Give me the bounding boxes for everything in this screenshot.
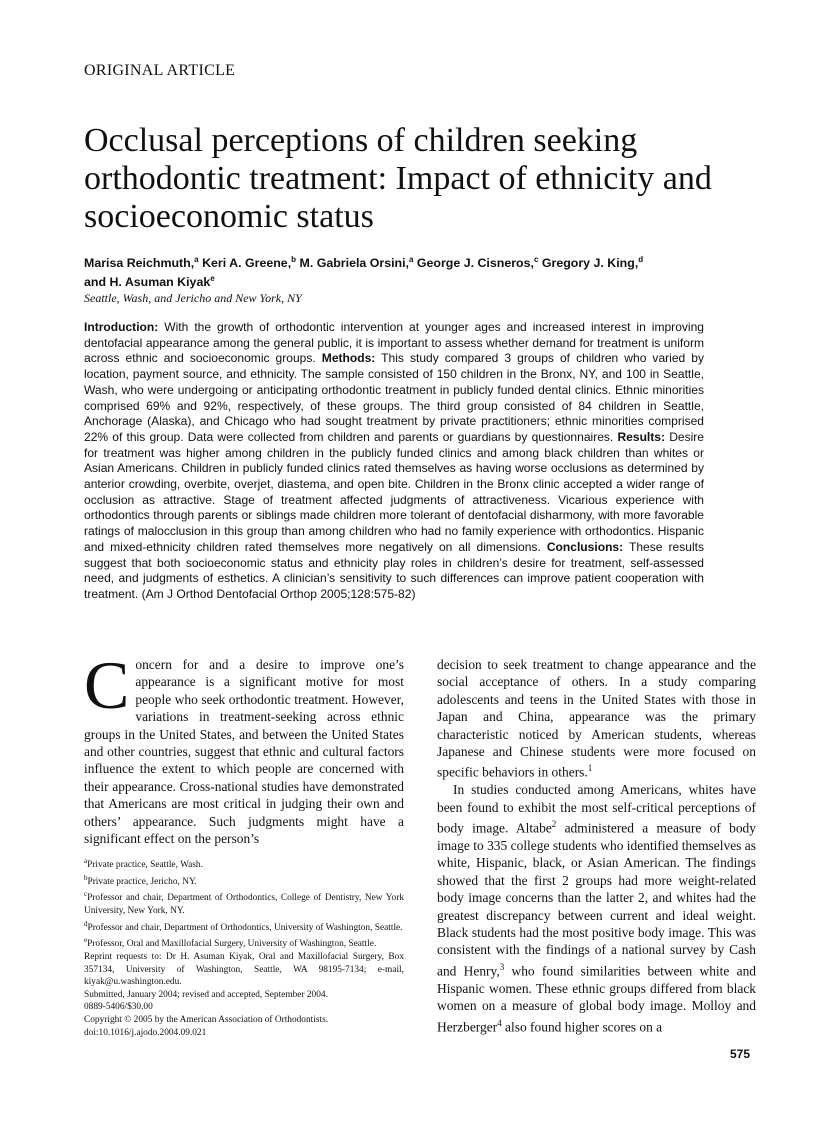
author-list xyxy=(84,254,724,292)
abstract-intro-text: With the growth of orthodontic intervention at younger ages and increased interest in improving dentofacial appearance among the general public, it is important to assess whether demand for treatment is uniform across ethnic and socioeconomic groups. xyxy=(84,320,704,366)
page-number: 575 xyxy=(730,1047,751,1061)
body-paragraph-text: oncern for and a desire to improve one’s appearance is a significant motive for most people who seek orthodontic treatment. However, variations in treatment-seeking across ethnic groups in the United States, and between the United States and other countries, suggest that ethnic and cultural factors influence the extent to which people are concerned with their appearance. Cross-national studies have demonstrated that Americans are most critical in judging their own and others’ appearance. Such judgments might have a significant effect on the person’s xyxy=(84,657,404,847)
footnote xyxy=(84,918,404,935)
body-paragraph xyxy=(437,781,756,1035)
footnote-mark: b xyxy=(84,873,88,882)
abstract-conclusions-text: These results suggest that both socioeconomic status and ethnicity play roles in children’s desire for treatment, self-assessed need, and judgments of esthetics. A clinician’s sensitivity to such differences can improve patient cooperation with treatment. (Am J Orthod Dentofacial Orthop 2005;128:575-82) xyxy=(84,539,704,601)
reprint-requests: Reprint requests to: Dr H. Asuman Kiyak, Oral and Maxillofacial Surgery, Box 357134, University of Washington, Seattle, WA 98195-7134; e-mail, kiyak@u.washington.edu. xyxy=(84,952,404,988)
drop-cap: C xyxy=(84,647,130,723)
body-paragraph-text: In studies conducted among Americans, whites have been found to exhibit the most self-critical perceptions of body image. Altabe xyxy=(437,782,756,836)
abstract-results-text: Desire for treatment was higher among children in the publicly funded clinics and among black children than whites or Asian Americans. Children in publicly funded clinics rated themselves as having worse occlusions as determined by anterior crowding, overbite, overjet, diastema, and open bite. Children in the Bronx clinic accepted a wider range of occlusion as attractive. Stage of treatment affected judgments of attractiveness. Vicarious experience with orthodontics through parents or siblings made children more tolerant of dentofacial disharmony, with more favorable ratings of malocclusion in this group than among children who had no family experience with orthodontics. Hispanic and mixed-ethnicity children rated themselves more negatively on all dimensions. xyxy=(84,429,704,554)
abstract xyxy=(84,320,704,603)
citation-ref: 1 xyxy=(587,763,593,774)
footnote xyxy=(84,888,404,917)
footnote-mark: c xyxy=(84,890,88,899)
footnote-text: Private practice, Jericho, NY. xyxy=(87,876,197,887)
footnote-text: Private practice, Seattle, Wash. xyxy=(87,860,203,871)
body-paragraph-text: administered a measure of body image to 335 college students who identified themselves as white, Hispanic, black, or Asian American. The findings showed that the first 2 groups had more weight-related body image concerns than the latter 2, and whites had the greatest discrepancy between current and ideal weight. Black students had the most positive body image. This was consistent with the findings of a national survey by Cash and Henry, xyxy=(437,820,756,979)
author-name: Marisa Reichmuth, xyxy=(84,256,195,270)
doi: doi:10.1016/j.ajodo.2004.09.021 xyxy=(84,1027,207,1038)
body-paragraph-text: who found similarities between white and Hispanic women. These ethnic groups differed from black women on a measure of global body image. Molloy and Herzberger xyxy=(437,963,757,1035)
footnote xyxy=(84,855,404,872)
body-paragraph xyxy=(437,656,756,781)
copyright: Copyright © 2005 by the American Association of Orthodontists. xyxy=(84,1015,329,1026)
footnote-mark: e xyxy=(84,936,88,945)
body-paragraph-text: also found higher scores on a xyxy=(501,1019,663,1035)
footnote-text: Professor and chair, Department of Orthodontics, College of Dentistry, New York University, New York, NY. xyxy=(84,893,404,917)
citation-ref: 3 xyxy=(499,961,505,972)
body-column-right xyxy=(437,656,756,1035)
author-location: Seattle, Wash, and Jericho and New York, NY xyxy=(84,291,302,305)
abstract-methods-text: This study compared 3 groups of children who varied by location, payment source, and ethnicity. The sample consisted of 150 children in the Bronx, NY, and 100 in Seattle, Wash, who were undergoing or anticipating orthodontic treatment in publicly funded dental clinics. Ethnic minorities comprised 69% and 92%, respectively, of these groups. The third group consisted of 84 children in Seattle, Anchorage (Alaska), and Chicago who had sought treatment by private practitioners; ethnic minorities comprised 22% of this group. Data were collected from children and parents or guardians by questionnaires. xyxy=(84,351,704,444)
citation-ref: 2 xyxy=(551,819,557,830)
abstract-conclusions-label: Conclusions: xyxy=(546,539,624,554)
author-affiliation-mark: b xyxy=(291,254,297,264)
author-affiliation-mark: a xyxy=(194,254,199,264)
footnotes xyxy=(84,855,404,1039)
abstract-methods-label: Methods: xyxy=(321,351,376,366)
author-affiliation-mark: c xyxy=(533,254,539,264)
author-affiliation-mark: d xyxy=(638,254,644,264)
issn: 0889-5406/$30.00 xyxy=(84,1002,153,1013)
submission-dates: Submitted, January 2004; revised and accepted, September 2004. xyxy=(84,989,328,1000)
author-affiliation-mark: a xyxy=(408,254,414,264)
abstract-intro-label: Introduction: xyxy=(84,320,159,334)
body-column-left xyxy=(84,647,404,847)
author-name: George J. Cisneros, xyxy=(416,256,534,270)
footnote xyxy=(84,934,404,951)
body-paragraph-text: decision to seek treatment to change appearance and the social acceptance of others. In a study comparing adolescents and teens in the United States with those in Japan and China, appearance was the primary characteristic noticed by American students, whereas Japanese and Chinese students were more focused on specific behaviors in others. xyxy=(437,657,756,780)
author-name: and H. Asuman Kiyak xyxy=(84,275,211,289)
author-name: Keri A. Greene, xyxy=(202,256,292,270)
footnote-mark: d xyxy=(84,919,88,928)
author-name: M. Gabriela Orsini, xyxy=(299,256,409,270)
article-title: Occlusal perceptions of children seeking orthodontic treatment: Impact of ethnicity and socioeconomic status xyxy=(84,122,712,235)
section-label: ORIGINAL ARTICLE xyxy=(84,62,236,79)
footnote-text: Professor, Oral and Maxillofacial Surgery, University of Washington, Seattle. xyxy=(87,939,377,950)
author-affiliation-mark: e xyxy=(210,273,215,283)
footnote-text: Professor and chair, Department of Orthodontics, University of Washington, Seattle. xyxy=(87,922,403,933)
body-paragraph xyxy=(84,647,404,847)
footnote-mark: a xyxy=(84,857,88,865)
footnote xyxy=(84,872,404,889)
citation-ref: 4 xyxy=(497,1017,502,1028)
author-name: Gregory J. King, xyxy=(541,256,639,270)
abstract-results-label: Results: xyxy=(617,429,665,444)
